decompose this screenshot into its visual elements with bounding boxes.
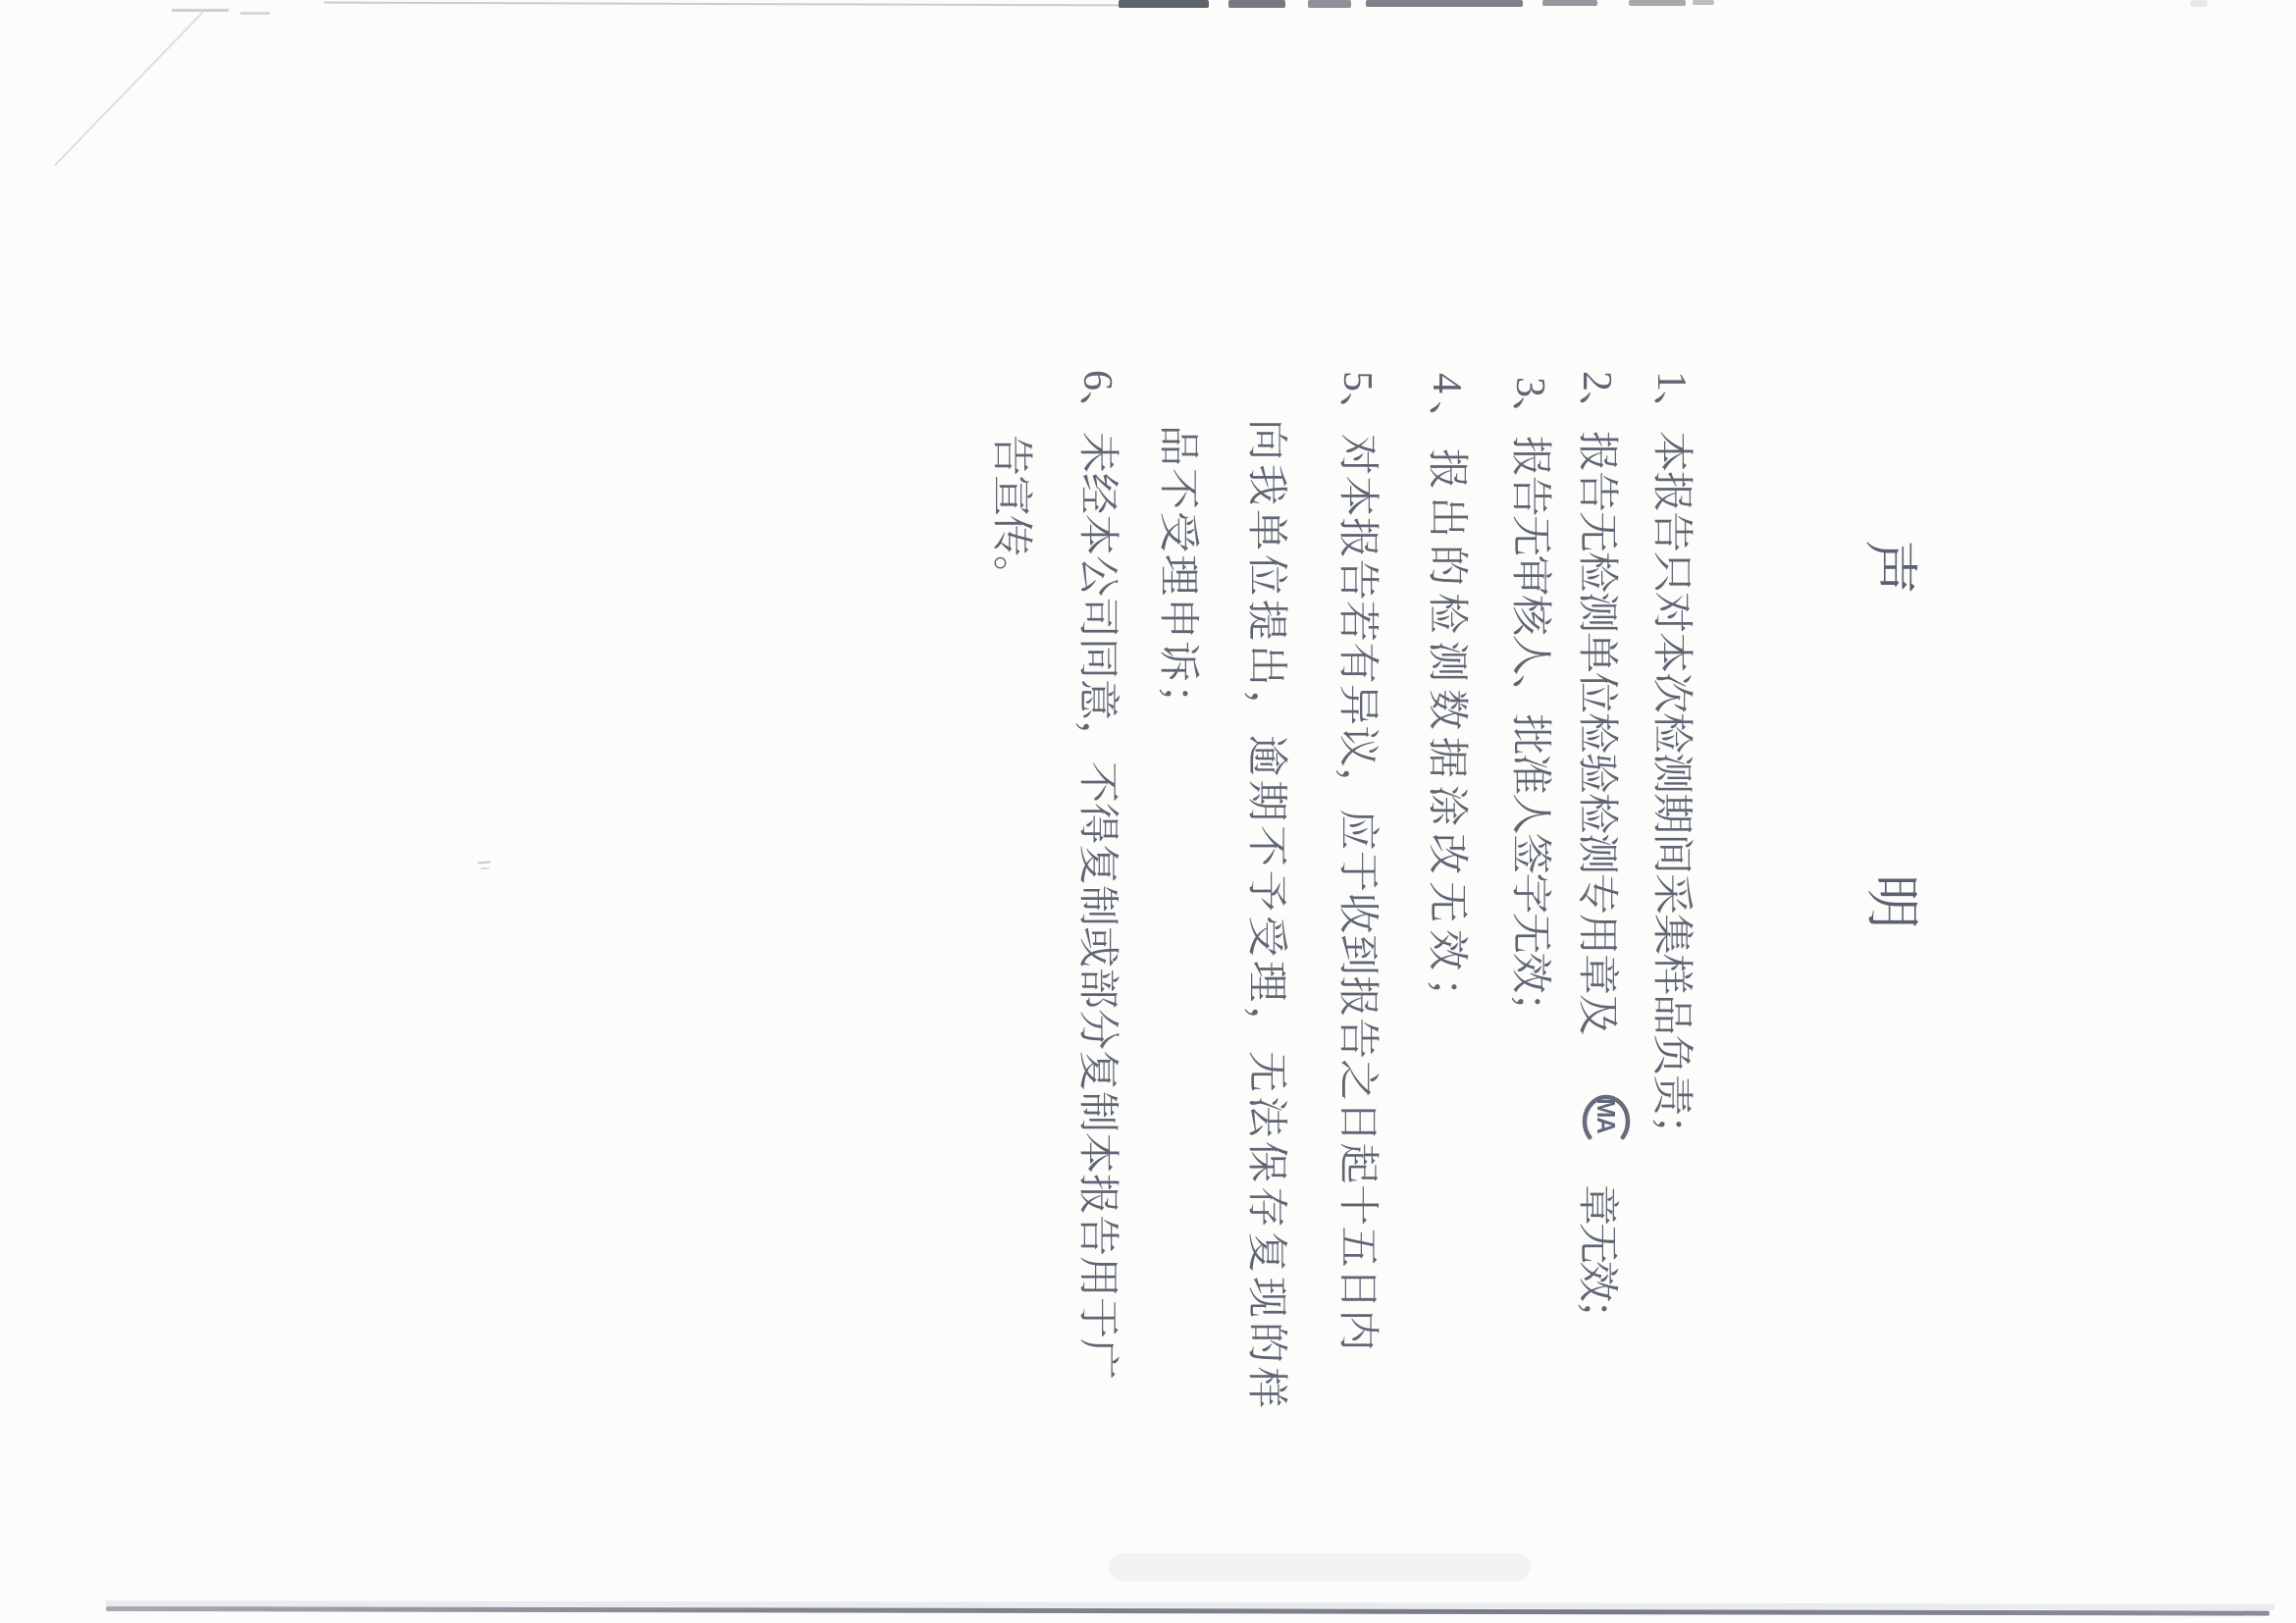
scan-top-edge-mark <box>1119 0 1209 8</box>
scan-top-edge-mark <box>1366 0 1523 7</box>
declaration-item-3: 3、报告无审核人、批准人签字无效； <box>1507 377 1552 1032</box>
scan-bottom-smudge <box>1109 1553 1531 1581</box>
declaration-item-1: 1、本报告只对本次检测期间采集样品负责； <box>1648 371 1694 1156</box>
scan-top-edge-mark <box>1693 0 1714 5</box>
declaration-item-6-line-2: 告宣传。 <box>988 435 1033 597</box>
declaration-item-2-before-stamp: 2、报告无检测单位检验检测专用章及 <box>1574 371 1619 1035</box>
scan-top-edge-mark <box>1542 0 1597 6</box>
scan-top-dash <box>240 12 270 15</box>
scan-speck <box>481 867 490 869</box>
cma-stamp-letters: MA <box>1592 1098 1621 1133</box>
declaration-item-6-line-1: 6、未经本公司同意，不得复制或部分复制本报告用于广 <box>1074 370 1120 1381</box>
declaration-item-5-line-3: 品不受理申诉； <box>1155 425 1200 728</box>
declaration-title-char-2: 明 <box>1860 874 1921 929</box>
cma-stamp <box>1580 1092 1633 1151</box>
declaration-item-5-line-1: 5、对本报告若有异议，应于收到报告之日起十五日内 <box>1334 371 1380 1352</box>
declaration-item-2-after-stamp: 章无效； <box>1574 1184 1619 1338</box>
declaration-title-char-1: 声 <box>1858 540 1919 595</box>
scan-top-dash <box>172 9 229 12</box>
scan-top-edge-mark <box>1308 0 1351 8</box>
declaration-item-5-line-2: 向我单位提出，逾期不予受理，无法保存复现的样 <box>1243 419 1288 1413</box>
scan-top-edge-mark <box>1629 0 1686 6</box>
scan-corner-smudge <box>2190 0 2208 7</box>
declaration-item-4: 4、报出的检测数据涂改无效； <box>1424 373 1469 1026</box>
scan-top-edge-mark <box>1228 0 1285 8</box>
